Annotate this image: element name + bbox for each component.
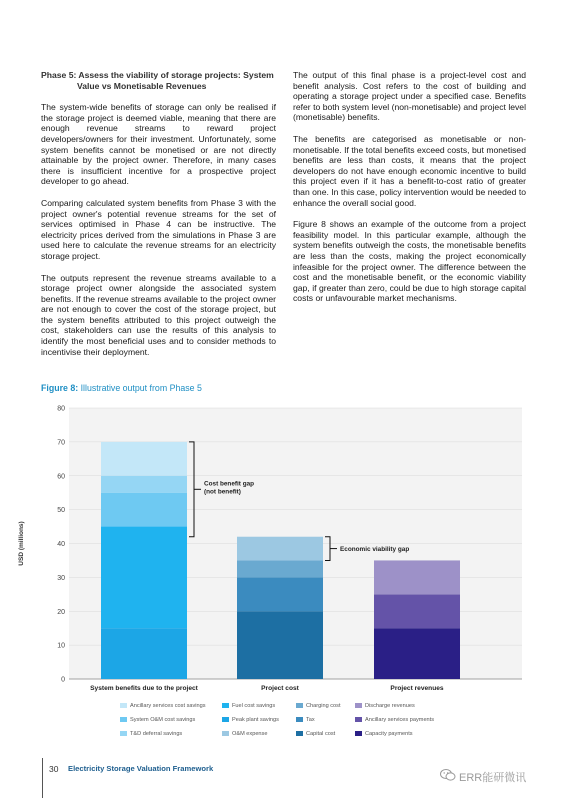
- legend-swatch: [296, 703, 303, 708]
- x-category-label: Project cost: [261, 685, 299, 692]
- annotation-label: (not benefit): [204, 488, 241, 496]
- legend-item: [355, 731, 413, 737]
- y-tick-label: 30: [57, 574, 65, 582]
- y-axis-label: USD (millions): [18, 521, 25, 566]
- legend-item: [120, 703, 206, 709]
- legend-label: Ancillary services payments: [365, 717, 435, 723]
- legend-label: Capacity payments: [365, 731, 413, 737]
- legend-label: O&M expense: [232, 731, 268, 737]
- bar-segment: [101, 442, 187, 476]
- legend-label: System O&M cost savings: [130, 717, 196, 723]
- bar-segment: [374, 594, 460, 628]
- y-tick-label: 10: [57, 642, 65, 650]
- figure-label: Figure 8:: [41, 383, 79, 393]
- legend-label: Fuel cost savings: [232, 703, 276, 709]
- legend-label: Charging cost: [306, 703, 341, 709]
- annotation-label: Cost benefit gap: [204, 480, 255, 488]
- left-paragraph-3: The outputs represent the revenue streams available to a storage project owner alongside the associated system benefits. If the revenue streams available to the project owner are not enough to cover the cost of the storage project, but the system benefits attributed to this project outweigh the cost, stakeholders can use the results of this analysis to identify the most beneficial uses and to consider methods to incentivise their deployment.: [41, 272, 276, 357]
- legend-swatch: [296, 731, 303, 736]
- legend-swatch: [222, 717, 229, 722]
- legend-item: [222, 717, 279, 723]
- legend-swatch: [296, 717, 303, 722]
- legend-swatch: [355, 703, 362, 708]
- legend-item: [120, 731, 182, 737]
- bar-segment: [101, 476, 187, 493]
- legend-item: [355, 717, 434, 723]
- bar-segment: [374, 560, 460, 594]
- bar-segment: [374, 628, 460, 679]
- left-column: [41, 70, 276, 368]
- legend-item: [222, 703, 275, 709]
- legend-label: Capital cost: [306, 731, 336, 737]
- page-number: 30: [49, 764, 59, 774]
- bar-segment: [237, 560, 323, 577]
- bar-segment: [101, 527, 187, 629]
- bar-segment: [237, 611, 323, 679]
- y-tick-label: 20: [57, 608, 65, 616]
- wechat-icon: [440, 768, 456, 782]
- publication-title: Electricity Storage Valuation Framework: [68, 764, 214, 773]
- y-tick-label: 50: [57, 507, 65, 515]
- section-heading: [41, 70, 276, 91]
- legend-item: [296, 703, 341, 709]
- x-category-label: Project revenues: [390, 685, 444, 692]
- y-tick-label: 60: [57, 473, 65, 481]
- stacked-bar-chart: [14, 396, 534, 696]
- legend-label: T&D deferral savings: [130, 731, 183, 737]
- left-paragraph-2: Comparing calculated system benefits from Phase 3 with the project owner's potential revenue streams for the set of services optimised in Phase 4 can be instructive. The electricity prices derived from the simulations in Phase 3 are used here to calculate the revenue streams for an electricity storage project.: [41, 197, 276, 261]
- legend-item: [296, 731, 335, 737]
- legend-swatch: [120, 703, 127, 708]
- legend-swatch: [120, 717, 127, 722]
- y-tick-label: 0: [61, 676, 65, 684]
- legend-swatch: [222, 703, 229, 708]
- legend-label: Peak plant savings: [232, 717, 279, 723]
- legend-item: [222, 731, 267, 737]
- legend-item: [120, 717, 195, 723]
- y-tick-label: 40: [57, 541, 65, 548]
- right-paragraph-3: Figure 8 shows an example of the outcome from a project feasibility model. In this particular example, although the system benefits outweigh the costs, the monetisable benefits are less than the costs, making the project economically infeasible for the project owner. The difference between the cost and the monetisable benefit, or the economic viability gap, if greater than zero, could be due to high storage capital costs or unfavourable market mechanisms.: [293, 219, 526, 304]
- x-category-label: System benefits due to the project: [90, 685, 198, 692]
- legend-swatch: [222, 731, 229, 736]
- footer-rule: [42, 758, 43, 798]
- figure-title: [41, 383, 202, 393]
- right-column: [293, 70, 526, 315]
- annotation-label: Economic viability gap: [340, 546, 410, 554]
- bar-segment: [101, 628, 187, 679]
- legend-label: Discharge revenues: [365, 703, 415, 709]
- legend-item: [355, 703, 415, 709]
- watermark-text: ERR能研微讯: [459, 772, 527, 784]
- legend-swatch: [355, 717, 362, 722]
- y-tick-label: 80: [57, 405, 65, 413]
- heading-line-1: Phase 5: Assess the viability of storage projects: System: [41, 70, 274, 80]
- left-paragraph-1: The system-wide benefits of storage can only be realised if the storage project is deemed viable, meaning that there are enough revenue streams to reward project developers/owners for their investment. Unfortunately, some system benefits cannot be monetised or are not directly attainable by the project owner. Therefore, in many cases there is insufficient incentive for a prospective project developer to go ahead.: [41, 102, 276, 187]
- bar-segment: [237, 577, 323, 611]
- y-tick-label: 70: [57, 439, 65, 447]
- legend-item: [296, 717, 315, 723]
- right-paragraph-2: The benefits are categorised as monetisable or non-monetisable. If the total benefits exceed costs, but monetised benefits are less than costs, it means that the project developers do not have enough economic incentive to build this project even if it has a benefit-to-cost ratio of greater than one. In this case, policy intervention would be needed to enhance the overall social good.: [293, 133, 526, 208]
- right-paragraph-1: The output of this final phase is a project-level cost and benefit analysis. Cost refers to the cost of building and operating a storage project under a specified case. Benefits refer to both system level (non-monetisable) and project level (monetisable) benefits.: [293, 70, 526, 123]
- legend-swatch: [120, 731, 127, 736]
- legend-swatch: [355, 731, 362, 736]
- bar-segment: [237, 537, 323, 561]
- heading-line-2: Value vs Monetisable Revenues: [77, 80, 207, 91]
- figure-caption: Illustrative output from Phase 5: [80, 383, 202, 393]
- bar-segment: [101, 493, 187, 527]
- legend-label: Ancillary services cost savings: [130, 703, 206, 709]
- legend-label: Tax: [306, 717, 315, 723]
